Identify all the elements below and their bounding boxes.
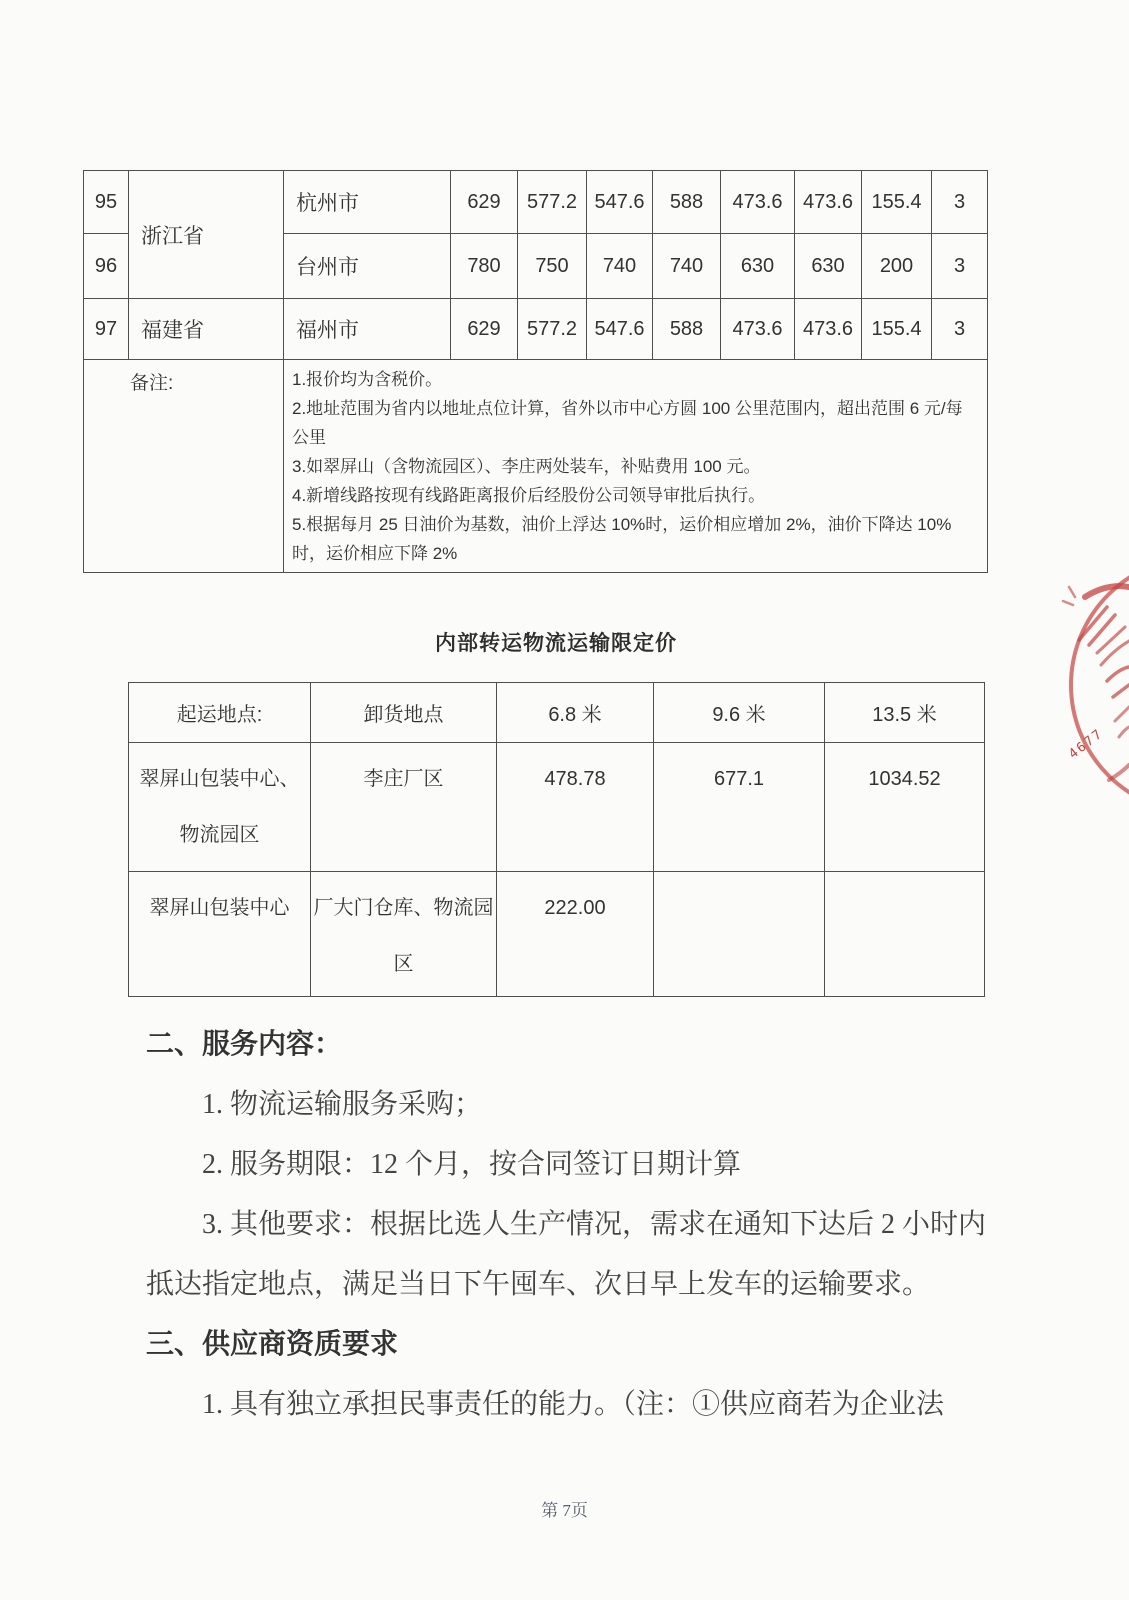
cell-price: 588 <box>653 299 721 360</box>
cell-destination: 李庄厂区 <box>311 743 497 872</box>
cell-price <box>654 872 825 997</box>
cell-price: 155.4 <box>862 299 932 360</box>
cell-price: 222.00 <box>497 872 654 997</box>
cell-price: 740 <box>653 234 721 299</box>
header-row <box>129 683 985 743</box>
row-number: 96 <box>84 234 129 299</box>
column-header-6-8m: 6.8 米 <box>497 683 654 743</box>
cell-price: 677.1 <box>654 743 825 872</box>
notes-row <box>84 360 988 573</box>
cell-price: 473.6 <box>795 299 862 360</box>
service-item: 1. 物流运输服务采购； <box>202 1089 483 1120</box>
column-header-destination: 卸货地点 <box>311 683 497 743</box>
cell-origin: 翠屏山包装中心、物流园区 <box>129 743 311 872</box>
cell-price: 629 <box>451 299 518 360</box>
qualification-item: 1. 具有独立承担民事责任的能力。（注：①供应商若为企业法 <box>202 1389 945 1420</box>
cell-price: 3 <box>932 171 988 234</box>
cell-city: 杭州市 <box>284 171 451 234</box>
note-line: 4.新增线路按现有线路距离报价后经股份公司领导审批后执行。 <box>292 486 766 505</box>
cell-price: 200 <box>862 234 932 299</box>
row-number: 95 <box>84 171 129 234</box>
cell-province: 福建省 <box>129 299 284 360</box>
note-line: 1.报价均为含税价。 <box>292 370 443 389</box>
column-header-13-5m: 13.5 米 <box>825 683 985 743</box>
cell-price: 473.6 <box>721 299 795 360</box>
cell-price: 630 <box>795 234 862 299</box>
cell-price: 3 <box>932 234 988 299</box>
cell-price: 740 <box>587 234 653 299</box>
table-row <box>84 171 988 234</box>
body-text <box>146 1015 986 1435</box>
table-row <box>129 743 985 872</box>
notes-cell <box>284 360 988 573</box>
table-row <box>84 299 988 360</box>
cell-city: 福州市 <box>284 299 451 360</box>
cell-origin: 翠屏山包装中心 <box>129 872 311 997</box>
service-item: 3. 其他要求：根据比选人生产情况，需求在通知下达后 2 小时内抵达指定地点，满足当日下午囤车、次日早上发车的运输要求。 <box>146 1209 987 1300</box>
cell-province: 浙江省 <box>129 171 284 299</box>
cell-price: 750 <box>518 234 587 299</box>
note-line: 5.根据每月 25 日油价为基数，油价上浮达 10%时，运价相应增加 2%，油价下降达 10%时，运价相应下降 2% <box>292 515 952 563</box>
cell-price: 547.6 <box>587 299 653 360</box>
cell-price: 630 <box>721 234 795 299</box>
seal-icon <box>1049 545 1129 805</box>
cell-destination: 厂大门仓库、物流园区 <box>311 872 497 997</box>
cell-price: 473.6 <box>721 171 795 234</box>
table-row <box>129 872 985 997</box>
column-header-9-6m: 9.6 米 <box>654 683 825 743</box>
freight-price-table <box>83 170 988 573</box>
notes-label: 备注: <box>84 360 284 573</box>
cell-price: 155.4 <box>862 171 932 234</box>
red-seal-stamp <box>1049 545 1129 805</box>
limit-price-table-title: 内部转运物流运输限定价 <box>435 632 677 655</box>
service-item: 2. 服务期限：12 个月，按合同签订日期计算 <box>202 1149 742 1180</box>
section-heading-supplier-qualification: 三、供应商资质要求 <box>146 1329 399 1360</box>
note-line: 2.地址范围为省内以地址点位计算，省外以市中心方圆 100 公里范围内，超出范围 6 元/每公里 <box>292 399 963 447</box>
section-heading-service-content: 二、服务内容： <box>146 1029 343 1060</box>
seal-digits: 4677 <box>1066 726 1107 763</box>
cell-city: 台州市 <box>284 234 451 299</box>
limit-price-table <box>128 682 985 997</box>
cell-price: 577.2 <box>518 299 587 360</box>
cell-price: 473.6 <box>795 171 862 234</box>
cell-price: 547.6 <box>587 171 653 234</box>
column-header-origin: 起运地点: <box>129 683 311 743</box>
cell-price: 588 <box>653 171 721 234</box>
cell-price: 780 <box>451 234 518 299</box>
cell-price: 478.78 <box>497 743 654 872</box>
cell-price: 3 <box>932 299 988 360</box>
row-number: 97 <box>84 299 129 360</box>
cell-price: 629 <box>451 171 518 234</box>
note-line: 3.如翠屏山（含物流园区）、李庄两处装车，补贴费用 100 元。 <box>292 457 761 476</box>
page-number: 第 7页 <box>541 1501 588 1520</box>
cell-price: 577.2 <box>518 171 587 234</box>
cell-price: 1034.52 <box>825 743 985 872</box>
cell-price <box>825 872 985 997</box>
